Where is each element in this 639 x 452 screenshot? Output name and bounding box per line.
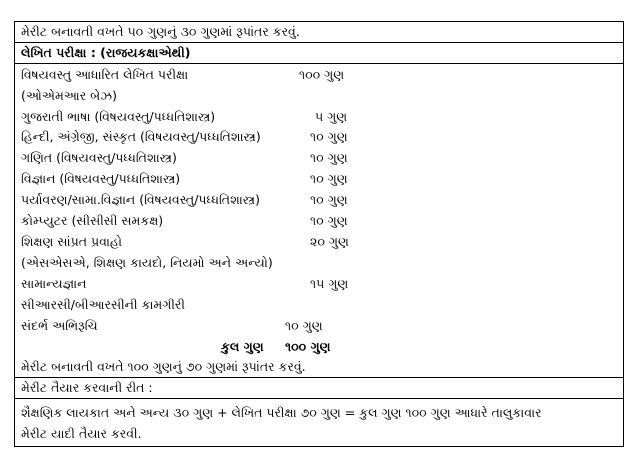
merit-method-line-1: શૈક્ષણિક લાયકાત અને અન્ય ૩૦ ગુણ + લેખિત પરીક્ષા ૭૦ ગુણ = કુલ ગુણ ૧૦૦ ગુણ આધારે તાલુકાવાર bbox=[21, 405, 542, 420]
total-value: ૧૦૦ ગુણ bbox=[285, 339, 331, 354]
divider bbox=[15, 42, 623, 43]
divider bbox=[15, 398, 623, 399]
list-item-marks: ૫ ગુણ bbox=[315, 109, 348, 124]
divider bbox=[15, 63, 623, 64]
merit-method-heading: મેરીટ તૈયાર કરવાની રીત : bbox=[21, 380, 153, 395]
top-conversion-note: મેરીટ બનાવતી વખતે ૫૦ ગુણનું ૩૦ ગુણમાં રૂપાંતર કરવું. bbox=[21, 24, 300, 39]
list-item-label: વિષયવસ્તુ આધારિત લેખિત પરીક્ષા bbox=[21, 67, 189, 82]
list-item-label: (ઓએમઆર બેઝ) bbox=[21, 88, 117, 103]
list-item-marks: ૧૦ ગુણ bbox=[310, 150, 348, 165]
total-label: કુલ ગુણ bbox=[221, 339, 264, 354]
list-item-marks: ૧૦ ગુણ bbox=[310, 213, 348, 228]
merit-method-line-2: મેરીટ યાદી તૈયાર કરવી. bbox=[21, 426, 142, 441]
list-item-marks: ૧૦ ગુણ bbox=[310, 192, 348, 207]
written-exam-heading: લેખિત પરીક્ષા : (રાજયકક્ષાએથી) bbox=[21, 45, 191, 60]
list-item-label: પર્યાવરણ/સામા.વિજ્ઞાન (વિષયવસ્તુ/પધ્ધતિશાસ્ત્ર) bbox=[21, 192, 260, 207]
divider bbox=[15, 377, 623, 378]
list-item-label: હિન્દી, અંગ્રેજી, સંસ્કૃત (વિષયવસ્તુ/પધ્ધતિશાસ્ત્ર) bbox=[21, 129, 261, 144]
list-item-label: ગુજરાતી ભાષા (વિષયવસ્તુ/પધ્ધતિશાસ્ત્ર) bbox=[21, 109, 216, 124]
list-item-label: કોમ્પ્યુટર (સીસીસી સમકક્ષ) bbox=[21, 213, 164, 228]
list-item-label: (એસએસએ, શિક્ષણ કાયદો, નિયમો અને અન્યો) bbox=[21, 255, 273, 270]
list-item-marks: ૧૦૦ ગુણ bbox=[299, 67, 345, 82]
list-item-label: સામાન્યજ્ઞાન bbox=[21, 276, 87, 291]
list-item-marks: ૨૦ ગુણ bbox=[310, 234, 349, 249]
list-item-marks: ૧૫ ગુણ bbox=[310, 276, 349, 291]
conversion-note: મેરીટ બનાવતી વખતે ૧૦૦ ગુણનું ૭૦ ગુણમાં રૂપાંતર કરવું. bbox=[21, 359, 306, 374]
list-item-label: વિજ્ઞાન (વિષયવસ્તુ/પધ્ધતિશાસ્ત્ર) bbox=[21, 171, 181, 186]
list-item-marks: ૧૦ ગુણ bbox=[310, 171, 348, 186]
list-item-marks: ૧૦ ગુણ bbox=[285, 318, 323, 333]
list-item-label: ગણિત (વિષયવસ્તુ/પધ્ધતિશાસ્ત્ર) bbox=[21, 150, 177, 165]
list-item-label: શિક્ષણ સાંપ્રત પ્રવાહો bbox=[21, 234, 122, 249]
content-table bbox=[14, 21, 624, 447]
list-item-marks: ૧૦ ગુણ bbox=[310, 129, 348, 144]
list-item-label: સીઆરસી/બીઆરસીની કામગીરી bbox=[21, 297, 185, 312]
list-item-label: સંદર્ભ અભિરૂચિ bbox=[21, 318, 98, 333]
